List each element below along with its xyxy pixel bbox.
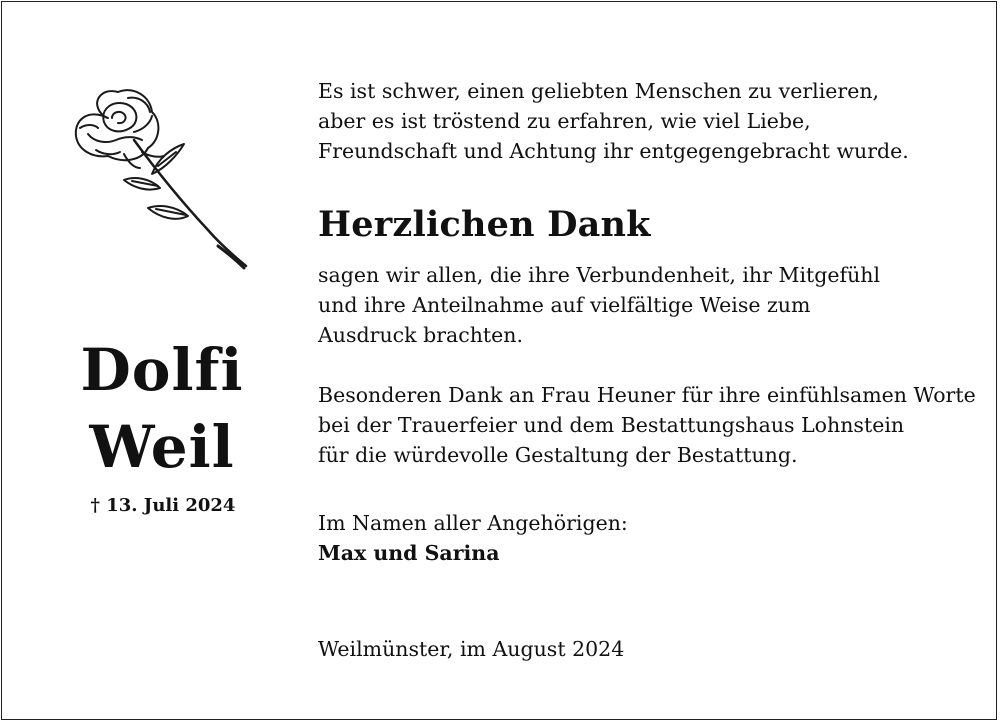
intro-line: Es ist schwer, einen geliebten Menschen zu verlieren,	[318, 79, 880, 103]
death-date: † 13. Juli 2024	[90, 495, 236, 516]
deceased-first-name: Dolfi	[80, 336, 244, 404]
special-line: bei der Trauerfeier und dem Bestattungshaus Lohnstein	[318, 413, 905, 437]
rose-icon	[68, 78, 252, 274]
thanks-line: sagen wir allen, die ihre Verbundenheit, ihr Mitgefühl	[318, 263, 881, 287]
thanks-paragraph	[318, 260, 880, 350]
thanks-line: und ihre Anteilnahme auf vielfältige Weise zum	[318, 293, 811, 317]
intro-line: aber es ist tröstend zu erfahren, wie viel Liebe,	[318, 109, 811, 133]
special-line: für die würdevolle Gestaltung der Bestattung.	[318, 443, 798, 467]
place-date	[318, 634, 624, 664]
thanks-line: Ausdruck brachten.	[318, 323, 523, 347]
intro-line: Freundschaft und Achtung ihr entgegengebracht wurde.	[318, 139, 909, 163]
special-line: Besonderen Dank an Frau Heuner für ihre einfühlsamen Worte	[318, 383, 976, 407]
signature-names: Max und Sarina	[318, 541, 500, 565]
special-thanks-paragraph	[318, 380, 976, 470]
deceased-last-name: Weil	[89, 413, 235, 481]
place-date-text: Weilmünster, im August 2024	[318, 637, 625, 661]
signature-intro: Im Namen aller Angehörigen:	[318, 511, 628, 535]
signature-block	[318, 508, 628, 568]
intro-paragraph	[318, 76, 909, 166]
heading: Herzlichen Dank	[318, 204, 651, 245]
obituary-card	[1, 1, 997, 720]
